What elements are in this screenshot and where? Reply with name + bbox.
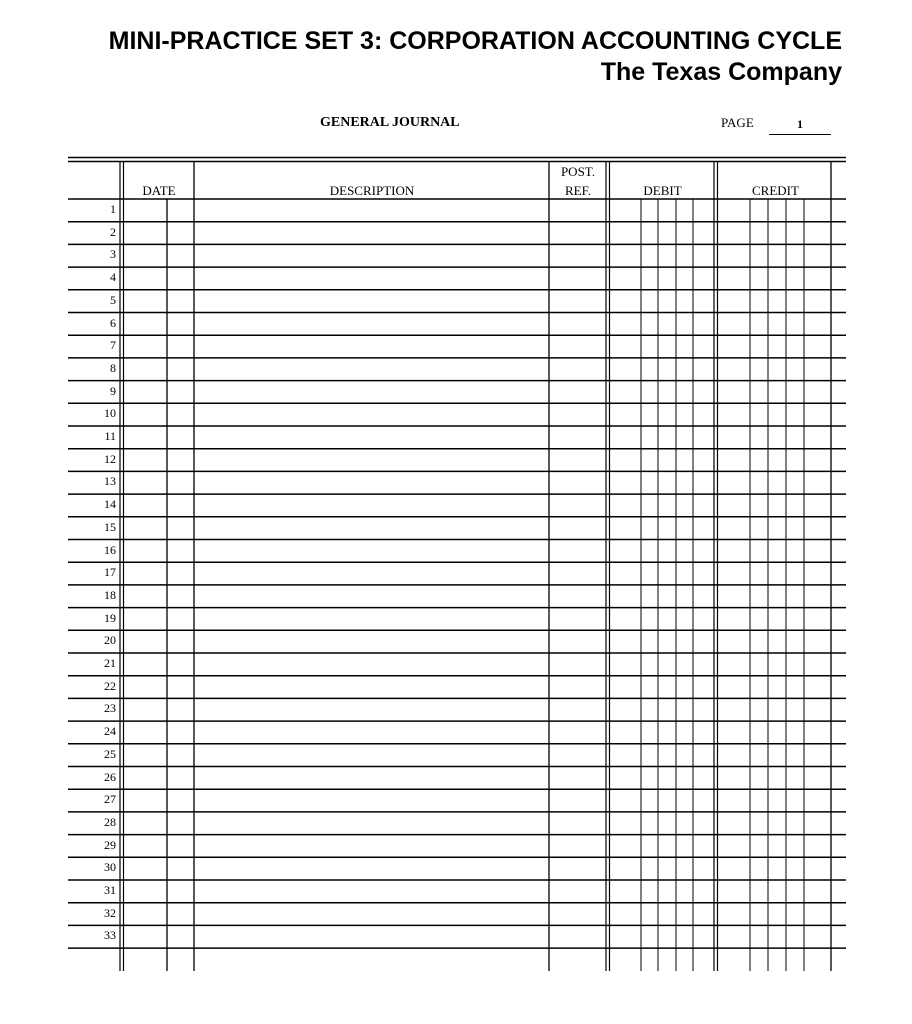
journal-row[interactable] <box>68 789 846 811</box>
column-header-post-ref-line2: REF. <box>564 183 592 198</box>
journal-row[interactable] <box>68 335 846 357</box>
journal-row[interactable] <box>68 381 846 403</box>
row-number: 33 <box>104 928 116 943</box>
row-number: 5 <box>110 292 116 307</box>
row-number: 1 <box>110 202 116 216</box>
journal-row[interactable] <box>68 494 846 516</box>
journal-row[interactable] <box>68 835 846 857</box>
row-number: 24 <box>104 724 116 739</box>
journal-row[interactable] <box>68 698 846 720</box>
row-number: 17 <box>104 565 116 580</box>
row-number: 25 <box>104 746 116 761</box>
row-number: 6 <box>110 315 116 330</box>
company-name: The Texas Company <box>600 58 842 86</box>
journal-row[interactable] <box>68 903 846 925</box>
column-header-description: DESCRIPTION <box>329 183 415 198</box>
journal-row[interactable] <box>68 767 846 789</box>
page-label: PAGE <box>721 115 754 130</box>
journal-row[interactable] <box>68 313 846 335</box>
row-number: 20 <box>104 633 116 648</box>
row-number: 28 <box>104 814 116 829</box>
journal-row[interactable] <box>68 925 846 947</box>
row-number: 30 <box>104 860 116 875</box>
practice-set-title: MINI-PRACTICE SET 3: CORPORATION ACCOUNTING CYCLE <box>108 27 842 55</box>
row-number: 13 <box>104 474 116 489</box>
row-number: 3 <box>110 247 116 262</box>
row-number: 4 <box>110 270 116 285</box>
row-number: 19 <box>104 610 116 625</box>
row-number: 12 <box>104 451 116 466</box>
journal-row[interactable] <box>68 199 846 221</box>
journal-row[interactable] <box>68 608 846 630</box>
row-number: 10 <box>104 406 116 421</box>
journal-row[interactable] <box>68 880 846 902</box>
journal-row[interactable] <box>68 721 846 743</box>
row-number: 23 <box>104 701 116 716</box>
journal-row[interactable] <box>68 676 846 698</box>
journal-row[interactable] <box>68 290 846 312</box>
journal-row[interactable] <box>68 449 846 471</box>
row-number: 15 <box>104 519 116 534</box>
row-number: 14 <box>104 497 116 512</box>
row-number: 32 <box>104 905 116 920</box>
row-number: 7 <box>110 338 116 353</box>
journal-row[interactable] <box>68 744 846 766</box>
row-number: 29 <box>104 837 116 852</box>
row-number: 9 <box>110 383 116 398</box>
journal-row[interactable] <box>68 267 846 289</box>
row-number: 16 <box>104 542 116 557</box>
journal-row[interactable] <box>68 585 846 607</box>
journal-row[interactable] <box>68 244 846 266</box>
journal-row[interactable] <box>68 222 846 244</box>
row-number: 22 <box>104 678 116 693</box>
journal-row[interactable] <box>68 358 846 380</box>
journal-row[interactable] <box>68 540 846 562</box>
journal-row[interactable] <box>68 471 846 493</box>
row-number: 26 <box>104 769 116 784</box>
column-header-debit: DEBIT <box>643 183 682 198</box>
row-number: 11 <box>104 429 116 443</box>
journal-row[interactable] <box>68 653 846 675</box>
journal-row[interactable] <box>68 403 846 425</box>
journal-row[interactable] <box>68 812 846 834</box>
row-number: 21 <box>104 656 116 670</box>
journal-row[interactable] <box>68 857 846 879</box>
journal-title: GENERAL JOURNAL <box>320 115 460 130</box>
row-number: 31 <box>104 883 116 897</box>
journal-row[interactable] <box>68 630 846 652</box>
page-number-field[interactable]: 1 <box>769 117 831 135</box>
column-header-post-ref-line1: POST. <box>560 164 596 179</box>
column-header-date: DATE <box>142 183 176 198</box>
journal-row[interactable] <box>68 517 846 539</box>
journal-row[interactable] <box>68 562 846 584</box>
row-number: 18 <box>104 587 116 602</box>
journal-row[interactable] <box>68 426 846 448</box>
column-header-credit: CREDIT <box>752 183 799 198</box>
row-number: 8 <box>110 360 116 375</box>
row-number: 27 <box>104 792 116 807</box>
row-number: 2 <box>110 224 116 239</box>
